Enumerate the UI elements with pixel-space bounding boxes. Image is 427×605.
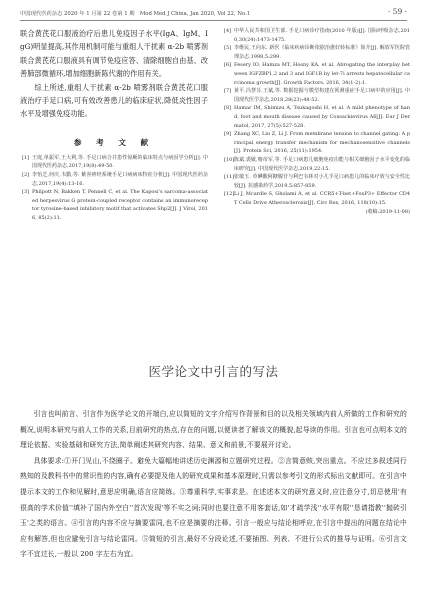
reference-list-right — [222, 27, 410, 207]
reference-item — [20, 154, 208, 171]
article-title: 医学论文中引言的写法 — [148, 364, 279, 379]
reference-text: 李维民,王向东. 新医《临床疾病诊断依据治愈好转标准》简介[J]. 解放军医院管理杂志,1998,5:299. — [234, 45, 410, 60]
reference-item — [222, 190, 410, 207]
reference-text: 黄平,冯慧芬,王斌,等. 数据挖掘与模型构建在预测重症手足口病中的应用[J]. 中国现代医学杂志,2018,28(23):48-52. — [234, 88, 410, 103]
left-paragraph-conclusion: 综上所述,重组人干扰素 α-2b 喷雾剂联合黄芪花口服液治疗手足口病,可有效改善患儿的临床症状,降低炎性因子水平及增强免疫功能。 — [20, 82, 208, 119]
reference-number: [12] — [224, 191, 235, 198]
reference-text: Li J, Mcardle S, Gholami A, et al. CCR5+T-bet+FoxP3+ Effector CD4 T Cells Drive Atherosclerosis[J]. Circ Res, 2016, 118(10):15. — [234, 191, 410, 206]
reference-item — [222, 27, 410, 44]
reference-number: [10] — [224, 156, 235, 163]
header-rule — [20, 20, 407, 21]
reference-number: [1] — [22, 154, 30, 161]
reference-text: 王庭,单振军,王大利,等. 手足口病合并患性惊厥的临床特点与病因学分析[J]. 中国现代医药杂志,2017,19(8):49-50. — [32, 154, 208, 170]
reference-text: Hamar IM, Shimizu A, Tsukagoshi H, et al. A mild phenotype of hand, foot and mouth disease caused by Coxsackievirus A6[J]. Eur J Dermatol, 2017, 27(5):527-528. — [234, 105, 410, 129]
left-paragraph-1: 联合黄芪花口服液治疗后患儿免疫因子水平(IgA、IgM、IgG)明显提高,其作用机制可能与重组人干扰素 α-2b 喷雾剂联合黄芪花口服液具有调节免疫应答、清除细胞自由基、改善肺部微循环,增加细胞新陈代谢的作用有关。 — [20, 29, 208, 79]
reference-text: 张敏玉. 草碘酸阿糖腺苷与利巴韦林对小儿手足口病患儿的临床疗效与安全性比较[J]. 抗感染药学,2019,5:857-859. — [234, 174, 410, 189]
reference-number: [8] — [224, 105, 232, 112]
reference-item — [20, 188, 208, 222]
reference-text: 李怡芝,何庆,韦勤,等. 紫喜痹经系统手足口病病床特征分析[J]. 中国现代医药杂志,2017,19(4):13-16. — [32, 172, 208, 187]
references-heading: 参 考 文 献 — [73, 137, 155, 147]
reference-item — [222, 61, 410, 87]
reference-number: [11] — [224, 174, 235, 181]
article-paragraph-1: 引言也叫前言、引言作为医学论文的开端白,应以简短的文字介绍写作背景和目的以及相关领域内前人所做的工作和研究的概况,说明本研究与前人工作的关系,目前研究的热点,存在的问题,以便读者了解该文的概貌,起导读的作用。引言也可点明本文的理论依据、实验基础和研究方法,简单阐述其研究内容、结果、意义和前景,不要展开讨论。 — [20, 410, 407, 450]
reference-item — [20, 171, 208, 188]
article-paragraph-2: 具体要求:①开门见山,不绕圈子。避免大篇幅地讲述历史渊源和立题研究过程。②言简意赅,突出重点。不应过多叙述同行熟知的及教科书中的常识性的内容,确有必要提及他人的研究成果和基本原理时,只需以参考引文的形式标出文献即可。在引言中提示本文的工作和见解时,意思应明确,语言应简练。③尊重科学,实事求是。在述述本文的研究意义时,应注意分寸,切忌使用'有很高的学术价值''填补了国内外空白''首次发现'等不实之词;同时也要注意不用客套话,如'才疏学浅''水平有限''恳请指教''抛砖引玉'之类的语言。④引言的内容不应与摘要雷同,也不应是摘要的注释。引言一般应与结论相呼应,在引言中提出的问题在结论中应有解答,但也应避免引言与结论雷同。⑤简短的引言,最好不分段论述,不要插图、列表、不进行公式的推导与证明。⑥引言文字不宜过长,一般以 200 字左右为宜。 — [20, 456, 407, 559]
reference-number: [4] — [224, 28, 232, 34]
reference-item — [222, 87, 410, 104]
reference-number: [9] — [224, 131, 232, 138]
reference-item — [222, 104, 410, 130]
article-body — [20, 407, 407, 563]
reference-text: Fesery IO, Hamza MT, Hosny KA, et al. Abrogating the interplay between IGFZBP1,2 and 3 and IGF1R by let-7i arrests hepatocellular carcinoma growth[J]. Growth Factors, 2016, 34(1-2):1. — [234, 62, 410, 86]
reference-number: [3] — [22, 189, 30, 196]
page-header — [20, 6, 407, 20]
journal-running-head: 中国现代医药杂志 2020 年 1 月第 22 卷第 1 期 Mod Med J China, Jan 2020, Vol 22, No.1 — [20, 11, 251, 17]
reference-number: [5] — [224, 45, 232, 52]
reference-number: [7] — [224, 88, 232, 95]
received-date: (收稿:2019-11-08) — [365, 209, 410, 216]
reference-text: Zhang XC, Liu Z, Li J. From membrane tension to channel gating: A principal energy transfer mechanism for mechanosensitive channels[J]. Protein Sci, 2016, 25(11):1954. — [234, 131, 410, 155]
page-number: · 59 · — [387, 7, 407, 16]
reference-item — [222, 130, 410, 156]
reference-text: Philpott N, Bakken T, Pennell C, et al. The Kaposi's sarcoma-associated herpesvirus G protein-coupled receptor contains an immunoreceptor tyrosine-based inhibitory motif that activates Shp2[J]. J Virol, 2016, 85(2):11. — [32, 189, 208, 221]
reference-text: 陈斌,裘敏,喀帝军,等. 手足口病患儿细胞免疫功能与相关细胞因子水平变化的临床研究[J]. 中国现代医学杂志,2019,22:15. — [234, 156, 410, 172]
reference-number: [2] — [22, 172, 30, 179]
reference-item — [222, 156, 410, 173]
reference-text: 中华人民共和国卫生部. 手足口病诊疗指南(2010 年版)[J]. 国际呼吸杂志,2010,30(24):1473-1475. — [234, 28, 410, 43]
reference-item — [222, 44, 410, 61]
reference-list-left — [20, 154, 208, 223]
reference-number: [6] — [224, 62, 232, 69]
reference-item — [222, 173, 410, 190]
left-column — [20, 27, 208, 223]
right-column — [222, 27, 410, 215]
